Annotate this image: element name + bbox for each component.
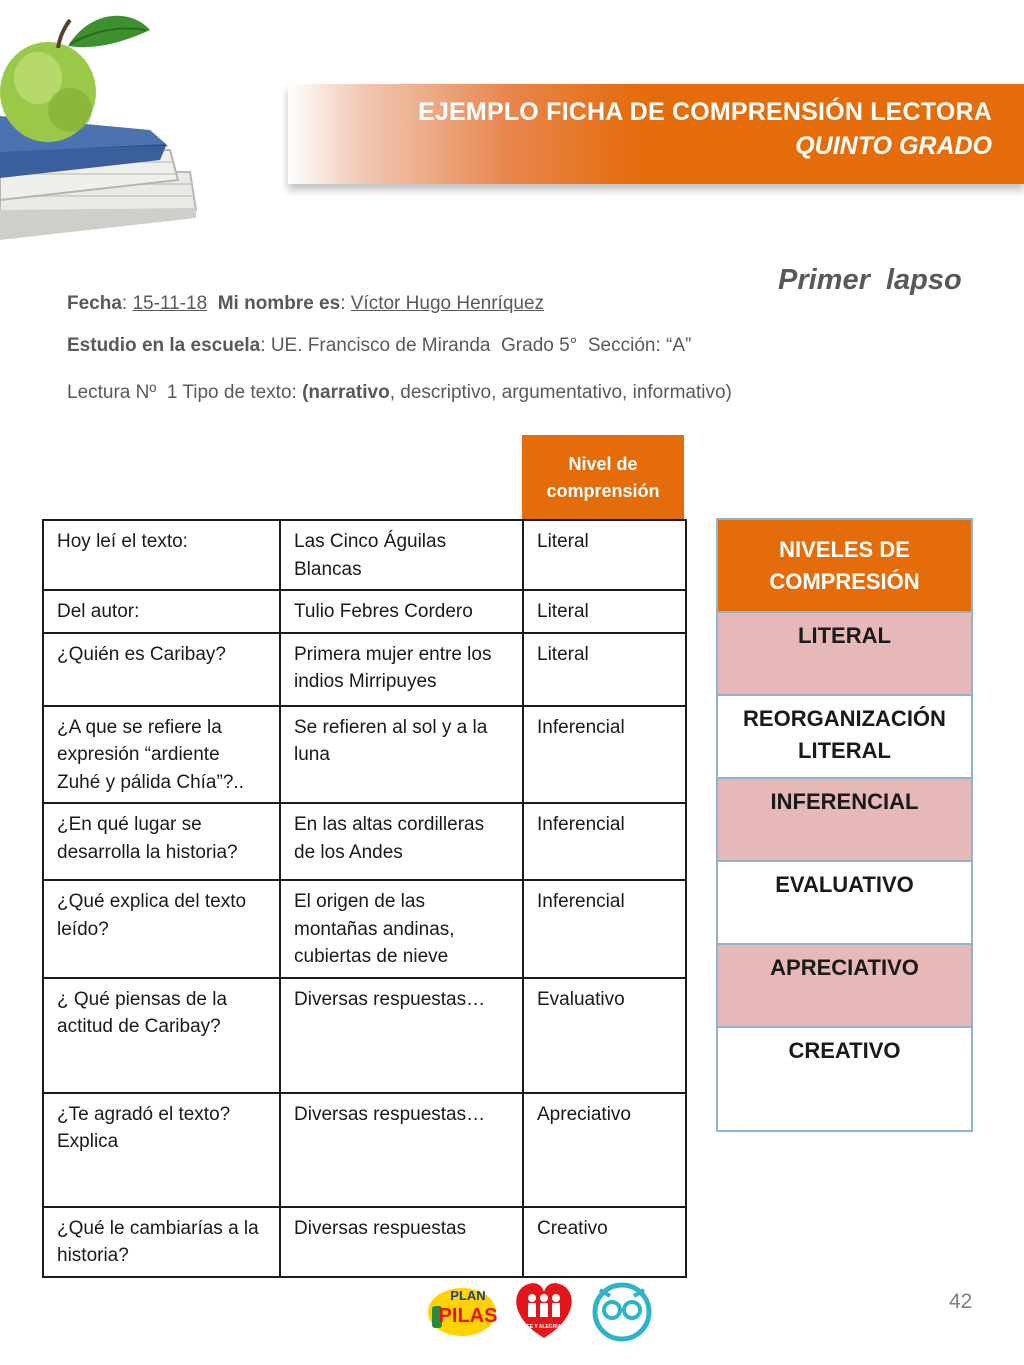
question-cell: Hoy leí el texto:: [43, 520, 280, 590]
question-cell: ¿En qué lugar se desarrolla la historia?: [43, 803, 280, 880]
date-name-line: Fecha: 15-11-18 Mi nombre es: Víctor Hugo Henríquez: [67, 293, 545, 314]
answer-cell: Diversas respuestas…: [280, 1093, 523, 1207]
question-cell: ¿A que se refiere la expresión “ardiente Zuhé y pálida Chía”?..: [43, 706, 280, 804]
table-row: [43, 1093, 686, 1207]
logo-plan-text: PLAN: [450, 1288, 486, 1303]
level-inferencial: INFERENCIAL: [717, 778, 972, 861]
answer-cell: Las Cinco Águilas Blancas: [280, 520, 523, 590]
fecha-label: Fecha: [67, 293, 122, 314]
question-cell: ¿Te agradó el texto? Explica: [43, 1093, 280, 1207]
comprehension-levels-table: [716, 518, 973, 1132]
owl-logo-icon: [595, 1285, 649, 1339]
table-row: [43, 803, 686, 880]
lectura-type-selected: narrativo: [308, 382, 390, 403]
level-cell: Literal: [523, 520, 686, 590]
table-row: [43, 520, 686, 590]
lectura-label: Lectura Nº 1 Tipo de texto:: [67, 382, 303, 403]
lapso-label: Primer lapso: [778, 264, 962, 296]
table-row: [43, 880, 686, 978]
question-cell: Del autor:: [43, 590, 280, 633]
table-row: [43, 706, 686, 804]
apple-on-books-icon: [0, 0, 210, 245]
table-row: [43, 1207, 686, 1277]
fe-y-alegria-heart-logo: [516, 1283, 571, 1338]
levels-header: NIVELES DE COMPRESIÓN: [717, 519, 972, 612]
question-cell: ¿ Qué piensas de la actitud de Caribay?: [43, 978, 280, 1093]
comprehension-table: [42, 519, 687, 1278]
level-evaluativo: EVALUATIVO: [717, 861, 972, 944]
footer-logos: [424, 1276, 656, 1346]
grade-subtitle: QUINTO GRADO: [795, 132, 992, 160]
answer-cell: Diversas respuestas…: [280, 978, 523, 1093]
nivel-header-text: Nivel de comprensión: [546, 454, 660, 501]
logo-pilas-text: PILAS: [438, 1305, 498, 1327]
level-cell: Inferencial: [523, 803, 686, 880]
level-cell: Evaluativo: [523, 978, 686, 1093]
level-cell: Creativo: [523, 1207, 686, 1277]
level-cell: Inferencial: [523, 706, 686, 804]
lectura-open: (: [302, 382, 309, 403]
escuela-value: UE. Francisco de Miranda: [270, 335, 491, 356]
level-cell: Literal: [523, 590, 686, 633]
level-cell: Literal: [523, 633, 686, 706]
level-apreciativo: APRECIATIVO: [717, 944, 972, 1027]
escuela-label: Estudio en la escuela: [67, 335, 261, 356]
answer-cell: El origen de las montañas andinas, cubiertas de nieve: [280, 880, 523, 978]
table-row: [43, 978, 686, 1093]
lectura-type-options: , descriptivo, argumentativo, informativo): [389, 382, 732, 403]
answer-cell: Tulio Febres Cordero: [280, 590, 523, 633]
question-cell: ¿Quién es Caribay?: [43, 633, 280, 706]
level-reorganizacion: REORGANIZACIÓN LITERAL: [717, 695, 972, 778]
level-literal: LITERAL: [717, 612, 972, 695]
title-banner: [288, 84, 1024, 184]
table-row: [43, 633, 686, 706]
grado-value: Grado 5°: [501, 335, 578, 356]
logo-fe-text: FE Y ALEGRIA: [526, 1324, 562, 1330]
page-number: 42: [949, 1290, 973, 1313]
seccion-value: Sección: “A”: [587, 335, 692, 356]
answer-cell: En las altas cordilleras de los Andes: [280, 803, 523, 880]
nombre-value: Víctor Hugo Henríquez: [350, 293, 545, 314]
nombre-label: Mi nombre es: [217, 293, 341, 314]
answer-cell: Primera mujer entre los indios Mirripuyes: [280, 633, 523, 706]
answer-cell: Se refieren al sol y a la luna: [280, 706, 523, 804]
table-row: [43, 590, 686, 633]
answer-cell: Diversas respuestas: [280, 1207, 523, 1277]
level-cell: Inferencial: [523, 880, 686, 978]
nivel-column-header: [522, 435, 684, 521]
fecha-value: 15-11-18: [132, 293, 208, 314]
question-cell: ¿Qué explica del texto leído?: [43, 880, 280, 978]
level-creativo: CREATIVO: [717, 1027, 972, 1131]
level-cell: Apreciativo: [523, 1093, 686, 1207]
reading-line: [67, 382, 732, 404]
plan-pilas-logo: [428, 1288, 497, 1336]
document-title: EJEMPLO FICHA DE COMPRENSIÓN LECTORA: [418, 98, 992, 126]
question-cell: ¿Qué le cambiarías a la historia?: [43, 1207, 280, 1277]
school-line: Estudio en la escuela: UE. Francisco de Miranda Grado 5° Sección: “A”: [67, 335, 692, 356]
